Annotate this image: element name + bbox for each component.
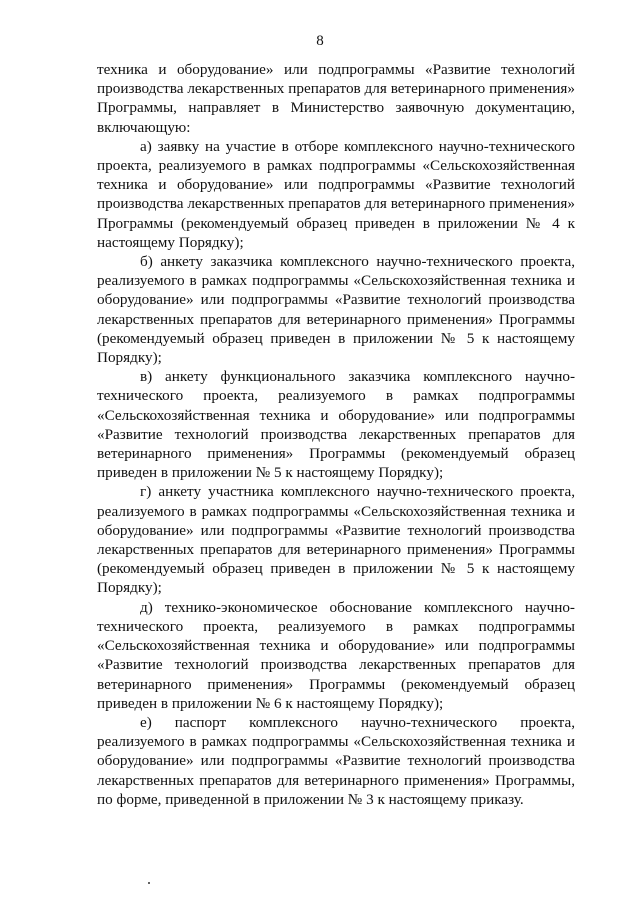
paragraph-item-v: в) анкету функционального заказчика комплексного научно-технического проекта, реализуемого в рамках подпрограммы «Сельскохозяйственная техника и оборудование» или подпрограммы «Развитие технологий производства лекарственных препаратов для ветеринарного применения» Программы (рекомендуемый образец приведен в приложении № 5 к настоящему Порядку); xyxy=(97,368,575,482)
paragraph-item-e: е) паспорт комплексного научно-технического проекта, реализуемого в рамках подпрограммы «Сельскохозяйственная техника и оборудование» или подпрограммы «Развитие технологий производства лекарственных препаратов для ветеринарного применения» Программы, по форме, приведенной в приложении № 3 к настоящему приказу. xyxy=(97,713,575,808)
paragraph-item-d: д) технико-экономическое обоснование комплексного научно-технического проекта, реализуемого в рамках подпрограммы «Сельскохозяйственная техника и оборудование» или подпрограммы «Развитие технологий производства лекарственных препаратов для ветеринарного применения» Программы (рекомендуемый образец приведен в приложении № 6 к настоящему Порядку); xyxy=(97,598,575,712)
page-number: 8 xyxy=(316,33,324,49)
paragraph-item-a: а) заявку на участие в отборе комплексного научно-технического проекта, реализуемого в рамках подпрограммы «Сельскохозяйственная техника и оборудование» или подпрограммы «Развитие технологий производства лекарственных препаратов для ветеринарного применения» Программы (рекомендуемый образец приведен в приложении № 4 к настоящему Порядку); xyxy=(97,137,575,251)
paragraph-item-g: г) анкету участника комплексного научно-технического проекта, реализуемого в рамках подпрограммы «Сельскохозяйственная техника и оборудование» или подпрограммы «Развитие технологий производства лекарственных препаратов для ветеринарного применения» Программы (рекомендуемый образец приведен в приложении № 5 к настоящему Порядку); xyxy=(97,483,575,597)
scan-speck xyxy=(148,882,150,884)
document-body xyxy=(97,60,575,809)
paragraph-item-b: б) анкету заказчика комплексного научно-технического проекта, реализуемого в рамках подпрограммы «Сельскохозяйственная техника и оборудование» или подпрограммы «Развитие технологий производства лекарственных препаратов для ветеринарного применения» Программы (рекомендуемый образец приведен в приложении № 5 к настоящему Порядку); xyxy=(97,253,575,367)
paragraph-continuation: техника и оборудование» или подпрограммы «Развитие технологий производства лекарственных препаратов для ветеринарного применения» Программы, направляет в Министерство заявочную документацию, включающую: xyxy=(97,61,575,136)
